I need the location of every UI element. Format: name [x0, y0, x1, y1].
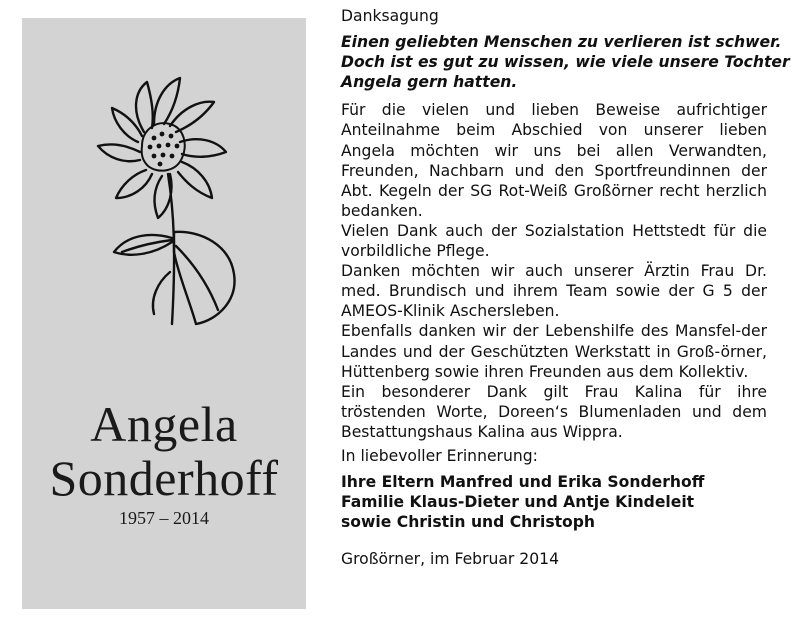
thanks-paragraph: Ebenfalls danken wir der Lebenshilfe des Mansfel-der Landes und der Geschützten Werkstatt in Groß-örner, Hüttenberg sowie ihren Freunden aus dem Kollektiv.	[341, 322, 767, 381]
regards-line: In liebevoller Erinnerung:	[341, 446, 538, 465]
deceased-last-name: Sonderhoff	[49, 450, 279, 506]
place-date: Großörner, im Februar 2014	[341, 550, 559, 569]
thanks-paragraph: Vielen Dank auch der Sozialstation Hettstedt für die vorbildliche Pflege.	[341, 221, 767, 261]
notice-text	[341, 6, 790, 569]
thanks-paragraph: Für die vielen und lieben Beweise aufrichtiger Anteilnahme beim Abschied von unserer lieben Angela möchten wir uns bei allen Verwandten, Freunden, Nachbarn und den Sportfreundinnen der Abt. Kegeln der SG Rot-Weiß Großörner recht herzlich bedanken.	[341, 101, 767, 220]
signature-line: Familie Klaus-Dieter und Antje Kindeleit	[341, 493, 695, 512]
thanks-paragraph: Danken möchten wir auch unserer Ärztin Frau Dr. med. Brundisch und ihrem Team sowie der G 5 der AMEOS-Klinik Aschersleben.	[341, 262, 767, 321]
thanks-body	[341, 100, 767, 442]
intro-quote	[341, 32, 790, 92]
signature-line: sowie Christin und Christoph	[341, 513, 596, 532]
notice-heading: Danksagung	[341, 7, 439, 25]
intro-line: Doch ist es gut zu wissen, wie viele unsere Tochter	[341, 53, 790, 72]
deceased-first-name: Angela	[90, 396, 238, 452]
intro-line: Angela gern hatten.	[341, 73, 518, 92]
thanks-paragraph: Ein besonderer Dank gilt Frau Kalina für ihre tröstenden Worte, Doreen‘s Blumenladen und dem Bestattungshaus Kalina aus Wippra.	[341, 382, 767, 441]
signatures	[341, 472, 767, 532]
signature-line: Ihre Eltern Manfred und Erika Sonderhoff	[341, 473, 705, 492]
sunflower-icon	[92, 62, 242, 332]
intro-line: Einen geliebten Menschen zu verlieren ist schwer.	[341, 33, 782, 52]
memorial-panel	[22, 18, 306, 609]
life-years: 1957 – 2014	[119, 508, 209, 528]
